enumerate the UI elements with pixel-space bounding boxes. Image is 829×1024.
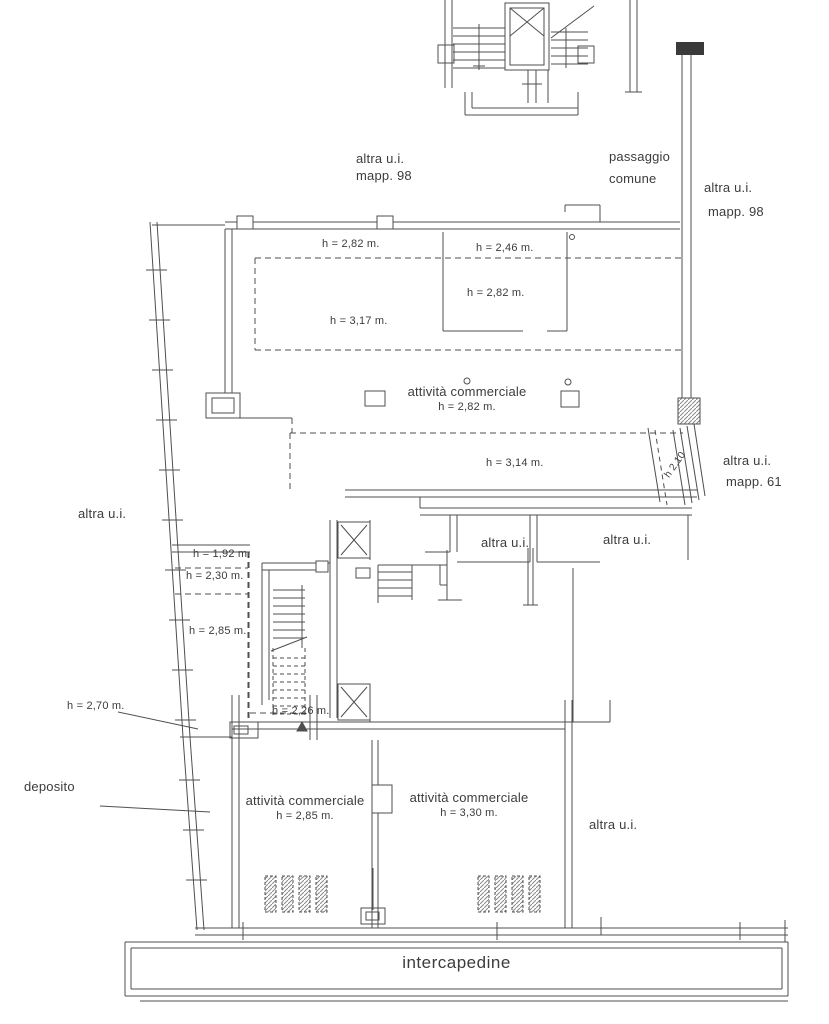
label-h314: h = 3,14 m. bbox=[486, 457, 544, 469]
label-h246: h = 2,46 m. bbox=[476, 242, 534, 254]
label-unit-bottom-right: altra u.i. bbox=[589, 817, 638, 832]
elevator-shaft-icon bbox=[338, 522, 370, 558]
label-h192: h = 1,92 m. bbox=[193, 548, 251, 560]
elevator-shaft-icon bbox=[505, 3, 549, 70]
label-unit-mid-left: altra u.i. bbox=[481, 535, 530, 550]
label-h270: h = 2,70 m. bbox=[67, 700, 125, 712]
radiator-hatch bbox=[265, 876, 540, 912]
label-h282-b: h = 2,82 m. bbox=[467, 287, 525, 299]
staircase-right bbox=[551, 6, 594, 68]
label-unit-mid-right: altra u.i. bbox=[603, 532, 652, 547]
staircase-left bbox=[453, 24, 505, 70]
wall-niche bbox=[578, 46, 594, 63]
door-arrow-icon bbox=[297, 722, 307, 731]
label-unit-top-left: altra u.i. mapp. 98 bbox=[356, 151, 412, 183]
label-h317: h = 3,17 m. bbox=[330, 315, 388, 327]
leader-lines bbox=[100, 712, 210, 812]
side-stairs bbox=[356, 548, 573, 722]
label-commercial-bottom-left: attività commerciale h = 2,85 m. bbox=[245, 793, 365, 822]
label-h282-a: h = 2,82 m. bbox=[322, 238, 380, 250]
threshold bbox=[361, 908, 385, 924]
top-stairwell bbox=[438, 0, 642, 115]
label-unit-mapp61: altra u.i. mapp. 61 bbox=[723, 453, 782, 489]
label-commercial-bottom-right: attività commerciale h = 3,30 m. bbox=[409, 790, 529, 819]
label-unit-top-right: altra u.i. mapp. 98 bbox=[704, 180, 764, 219]
label-passaggio-comune: passaggio comune bbox=[609, 149, 671, 186]
label-h210: h 2,10 bbox=[662, 449, 689, 481]
door-jamb bbox=[372, 785, 392, 813]
label-unit-left: altra u.i. bbox=[78, 506, 127, 521]
landing-walls bbox=[465, 70, 578, 115]
label-h230: h = 2,30 m. bbox=[186, 570, 244, 582]
label-h285-left: h = 2,85 m. bbox=[189, 625, 247, 637]
label-h226: h = 2,26 m. bbox=[272, 705, 330, 717]
label-deposito: deposito bbox=[24, 779, 75, 794]
corridor-passaggio bbox=[648, 42, 705, 505]
label-intercapedine: intercapedine bbox=[402, 953, 511, 972]
elevator-shaft-icon bbox=[338, 684, 370, 720]
label-commercial-center: attività commerciale h = 2,82 m. bbox=[407, 384, 527, 413]
main-staircase bbox=[271, 585, 307, 718]
mid-wall bbox=[345, 490, 697, 515]
